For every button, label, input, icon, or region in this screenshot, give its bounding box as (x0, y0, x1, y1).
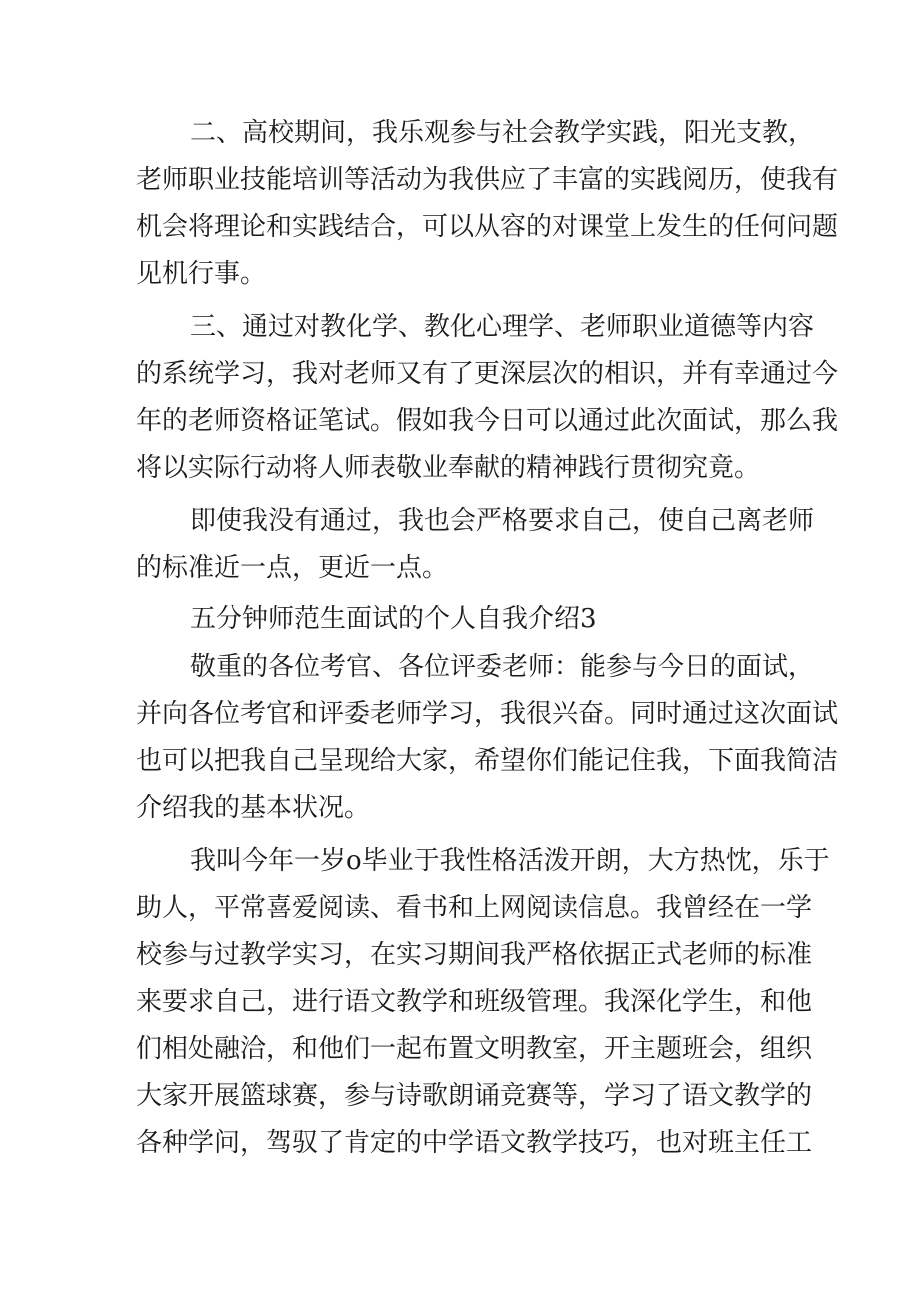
paragraph-2-line-4: 见机行事。 (136, 259, 267, 289)
paragraph-3-line-1: 三、通过对教化学、教化心理学、老师职业道德等内容 (190, 312, 815, 342)
paragraph-4-line-1: 即使我没有通过，我也会严格要求自己，使自己离老师 (190, 506, 815, 536)
paragraph-5-line-2: 并向各位考官和评委老师学习，我很兴奋。同时通过这次面试 (136, 699, 839, 729)
paragraph-5-line-1: 敬重的各位考官、各位评委老师：能参与今日的面试， (190, 652, 815, 682)
paragraph-6-line-6: 大家开展篮球赛，参与诗歌朗诵竞赛等，学习了语文教学的 (136, 1081, 813, 1111)
paragraph-3-line-2: 的系统学习，我对老师又有了更深层次的相识，并有幸通过今 (136, 359, 839, 389)
paragraph-6-line-5: 们相处融洽，和他们一起布置文明教室，开主题班会，组织 (136, 1034, 813, 1064)
section-heading: 五分钟师范生面试的个人自我介绍3 (190, 604, 597, 634)
paragraph-6-line-1: 我叫今年一岁o毕业于我性格活泼开朗，大方热忱，乐于 (190, 846, 830, 876)
paragraph-6-line-2: 助人，平常喜爱阅读、看书和上网阅读信息。我曾经在一学 (136, 893, 813, 923)
paragraph-2-line-1: 二、高校期间，我乐观参与社会教学实践，阳光支教， (190, 118, 815, 148)
paragraph-6-line-7: 各种学问，驾驭了肯定的中学语文教学技巧，也对班主任工 (136, 1128, 813, 1158)
paragraph-5-line-4: 介绍我的基本状况。 (136, 793, 371, 823)
paragraph-6-line-4: 来要求自己，进行语文教学和班级管理。我深化学生，和他 (136, 987, 813, 1017)
paragraph-2-line-3: 机会将理论和实践结合，可以从容的对课堂上发生的任何问题 (136, 212, 839, 242)
paragraph-6-line-3: 校参与过教学实习，在实习期间我严格依据正式老师的标准 (136, 940, 813, 970)
paragraph-3-line-3: 年的老师资格证笔试。假如我今日可以通过此次面试，那么我 (136, 406, 839, 436)
paragraph-3-line-4: 将以实际行动将人师表敬业奉献的精神践行贯彻究竟。 (136, 453, 761, 483)
paragraph-5-line-3: 也可以把我自己呈现给大家，希望你们能记住我，下面我简洁 (136, 746, 839, 776)
paragraph-2-line-2: 老师职业技能培训等活动为我供应了丰富的实践阅历，使我有 (136, 165, 839, 195)
paragraph-4-line-2: 的标准近一点，更近一点。 (136, 553, 449, 583)
